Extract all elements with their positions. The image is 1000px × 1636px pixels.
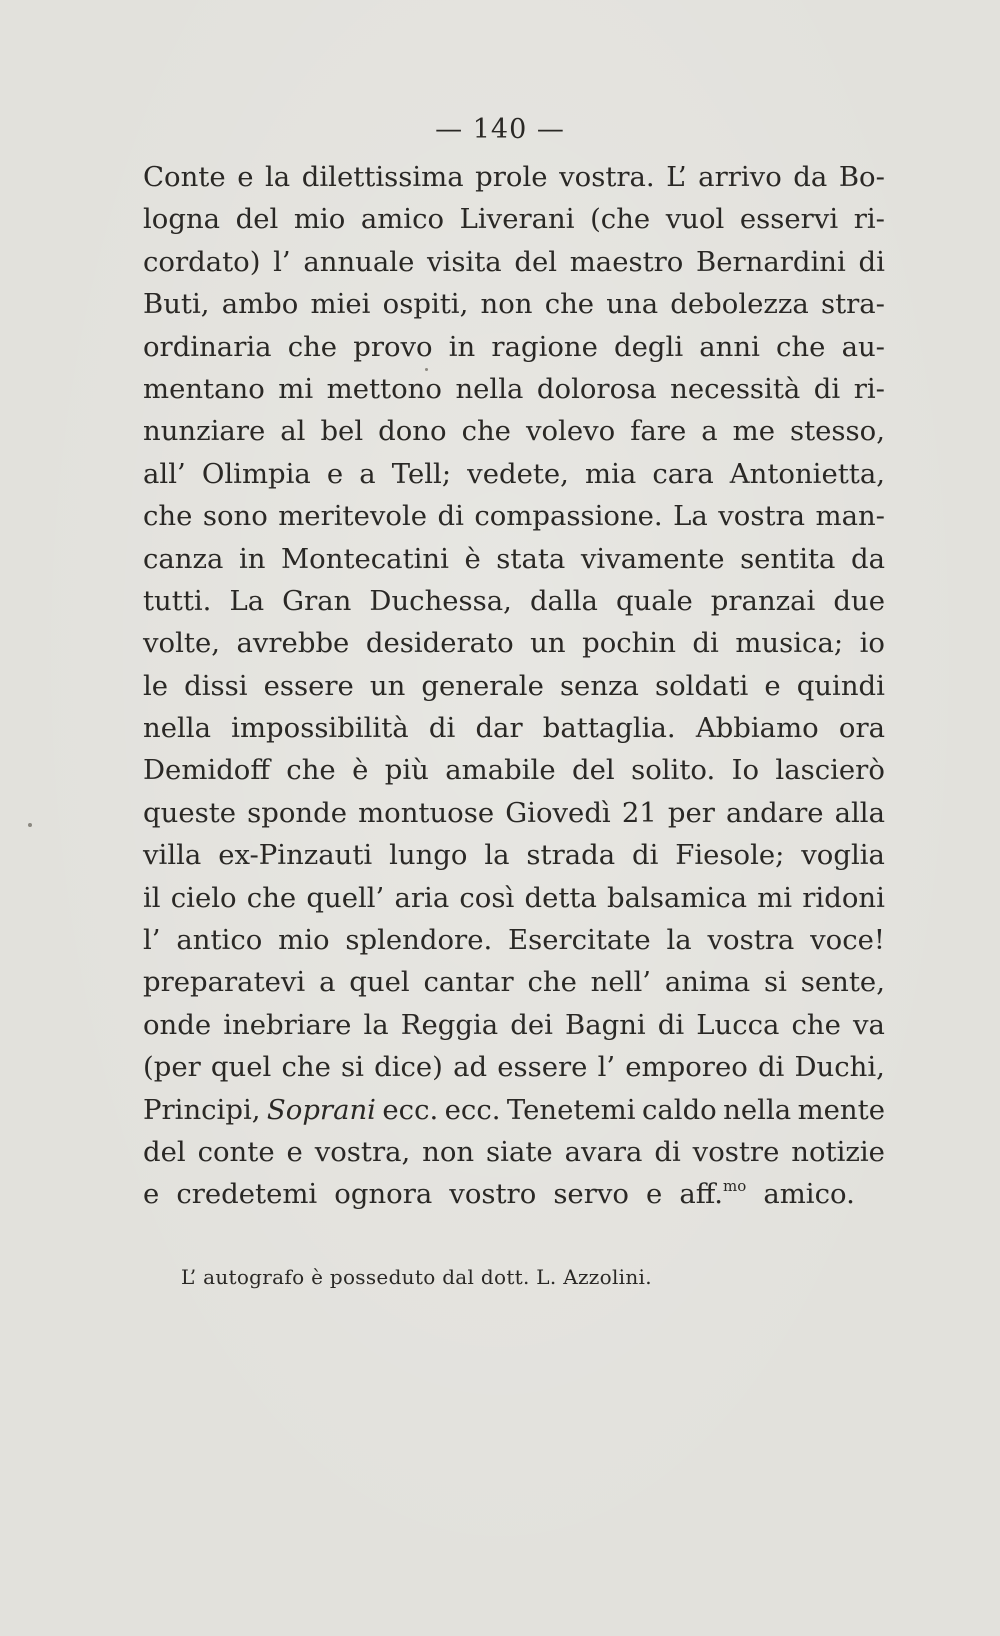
- text-line: nella impossibilità di dar battaglia. Abbiamo ora: [143, 712, 885, 745]
- text-line: (per quel che si dice) ad essere l’ emporeo di Duchi,: [143, 1051, 885, 1084]
- text-line: mentano mi mettono nella dolorosa necessità di ri-: [143, 372, 885, 405]
- text-line: l’ antico mio splendore. Esercitate la vostra voce!: [143, 924, 885, 957]
- text-line: nunziare al bel dono che volevo fare a me stesso,: [143, 415, 885, 448]
- paper-speck: [28, 823, 32, 827]
- text-line: onde inebriare la Reggia dei Bagni di Lucca che va: [143, 1008, 885, 1041]
- text-line: Conte e la dilettissima prole vostra. L’ arrivo da Bo-: [143, 161, 885, 193]
- text-line: e credetemi ognora vostro servo e aff.$^{mo}$ amico.: [143, 1177, 855, 1211]
- text-line: villa ex-Pinzauti lungo la strada di Fiesole; voglia: [143, 839, 885, 872]
- text-line: volte, avrebbe desiderato un pochin di musica; io: [143, 627, 885, 660]
- text-line: all’ Olimpia e a Tell; vedete, mia cara Antonietta,: [143, 457, 885, 490]
- page-number: — 140 —: [435, 114, 565, 145]
- text-line: ordinaria che provo in ragione degli anni che au-: [143, 330, 885, 363]
- text-line: tutti. La Gran Duchessa, dalla quale pranzai due: [143, 584, 885, 617]
- text-line: preparatevi a quel cantar che nell’ anima si sente,: [143, 966, 885, 999]
- text-line: Demidoff che è più amabile del solito. Io lascierò: [143, 754, 885, 787]
- text-line: le dissi essere un generale senza soldati e quindi: [143, 669, 885, 702]
- paper-speck: [425, 368, 428, 371]
- letter-body-text: [143, 156, 885, 1216]
- text-line: canza in Montecatini è stata vivamente sentita da: [143, 542, 885, 575]
- text-line: cordato) l’ annuale visita del maestro Bernardini di: [143, 245, 885, 278]
- text-line: il cielo che quell’ aria così detta balsamica mi ridoni: [143, 881, 885, 914]
- text-line: che sono meritevole di compassione. La vostra man-: [143, 500, 885, 533]
- footnote: L’ autografo è posseduto dal dott. L. Azzolini.: [181, 1265, 652, 1289]
- text-line: logna del mio amico Liverani (che vuol esservi ri-: [143, 203, 885, 236]
- text-line: queste sponde montuose Giovedì 21 per andare alla: [143, 796, 885, 829]
- text-line: del conte e vostra, non siate avara di vostre notizie: [143, 1135, 885, 1168]
- text-line: Buti, ambo miei ospiti, non che una debolezza stra-: [143, 288, 885, 321]
- text-line: Principi, Soprani ecc. ecc. Tenetemi caldo nella mente: [143, 1093, 885, 1126]
